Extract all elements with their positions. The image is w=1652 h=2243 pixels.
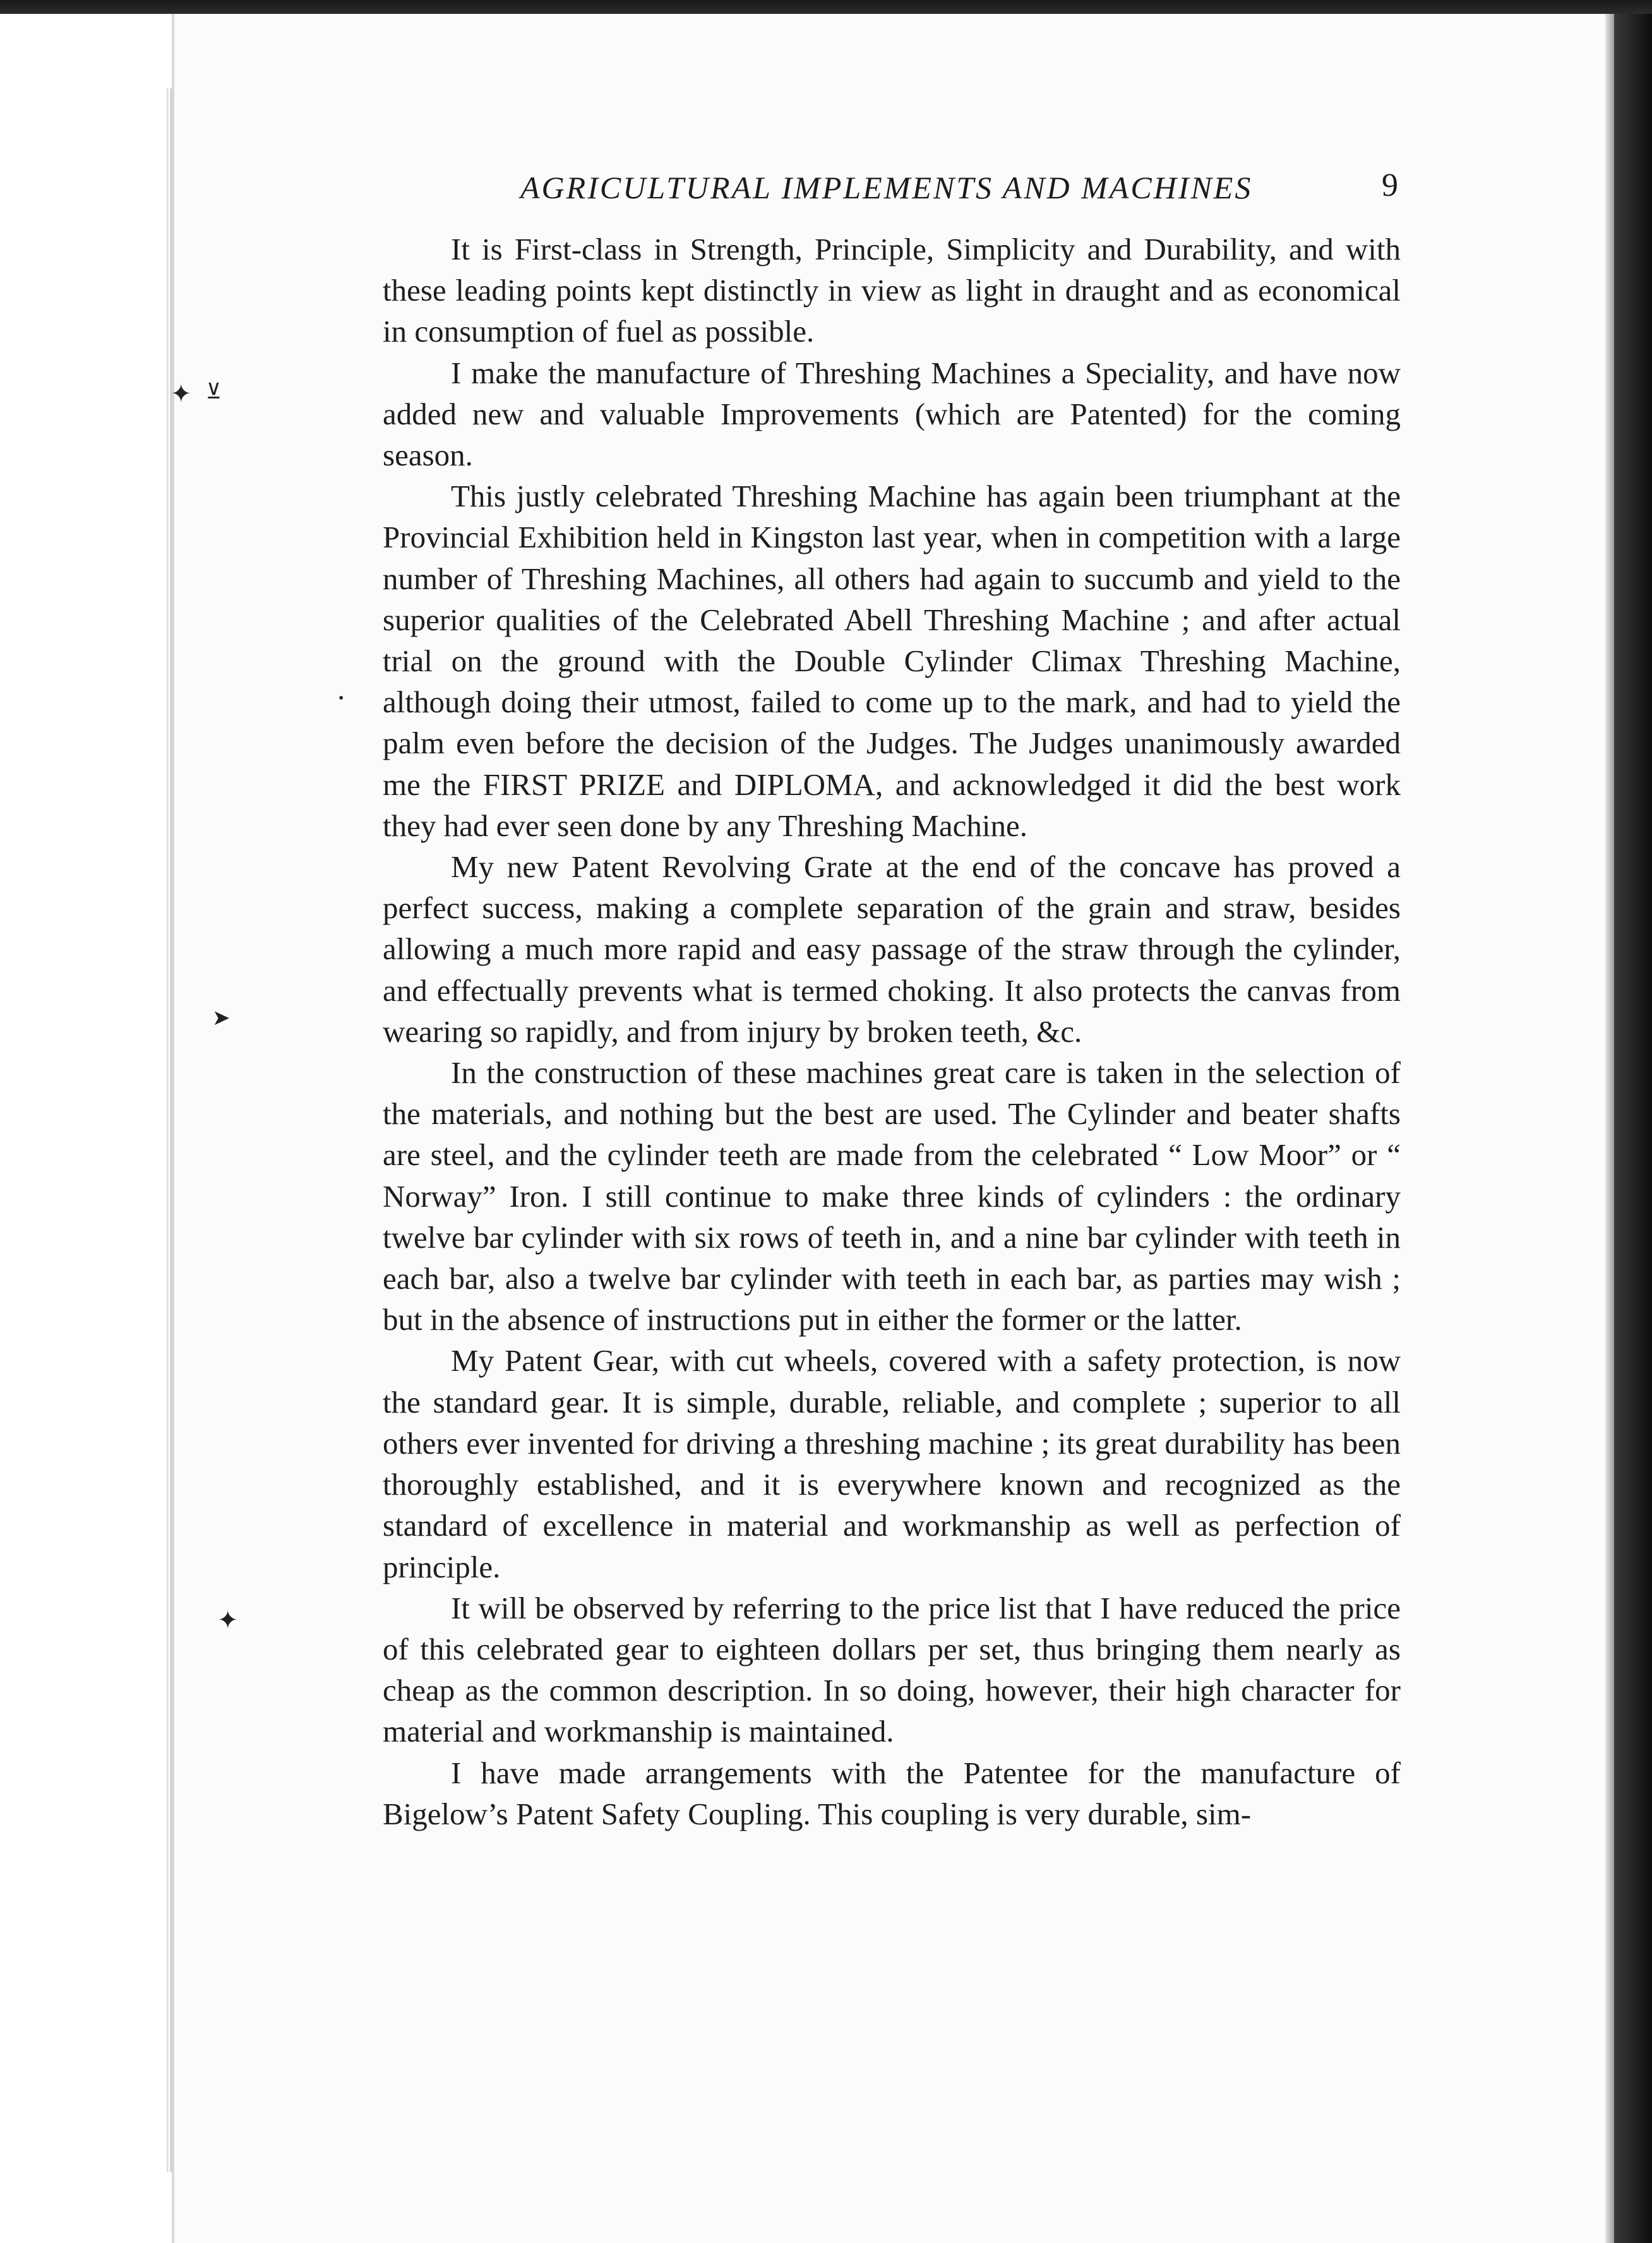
- body-text: [383, 229, 1401, 1834]
- page-number: 9: [1382, 167, 1398, 203]
- speck-1: •: [338, 690, 344, 707]
- paragraph-4: My new Patent Revolving Grate at the end of the concave has proved a perfect success, making a complete separation of the grain and straw, besides allowing a much more rapid and easy passage of the straw through the cylinder, and effectually prevents what is termed choking. It also protects the canvas from wearing so rapidly, and from injury by broken teeth, &c.: [383, 849, 1401, 1049]
- paragraph-8: I have made arrangements with the Patentee for the manufacture of Bigelow’s Patent Safety Coupling. This coupling is very durable, sim-: [383, 1755, 1401, 1831]
- paragraph-1: It is First-class in Strength, Principle, Simplicity and Durability, and with these leading points kept distinctly in view as light in draught and as economical in consumption of fuel as possible.: [383, 232, 1401, 349]
- running-head: AGRICULTURAL IMPLEMENTS AND MACHINES: [520, 170, 1253, 205]
- paragraph-3: This justly celebrated Threshing Machine has again been triumphant at the Provincial Exhibition held in Kingston last year, when in competition with a large number of Threshing Machines, all others had again to succumb and yield to the superior qualities of the Celebrated Abell Threshing Machine ; and after actual trial on the ground with the Double Cylinder Climax Threshing Machine, although doing their utmost, failed to come up to the mark, and had to yield the palm even before the decision of the Judges. The Judges unanimously awarded me the FIRST PRIZE and DIPLOMA, and acknowledged it did the best work they had ever seen done by any Threshing Machine.: [383, 479, 1401, 843]
- paragraph-7: It will be observed by referring to the price list that I have reduced the price of this celebrated gear to eighteen dollars per set, thus bringing them nearly as cheap as the common description. In so doing, however, their high character for material and workmanship is maintained.: [383, 1590, 1401, 1749]
- right-scan-edge: [1614, 0, 1652, 2243]
- binding-mark-3: ➤: [212, 1007, 230, 1030]
- paragraph-5: In the construction of these machines great care is taken in the selection of the materials, and nothing but the best are used. The Cylinder and beater shafts are steel, and the cylinder teeth are made from the celebrated “ Low Moor” or “ Norway” Iron. I still continue to make three kinds of cylinders : the ordinary twelve bar cylinder with six rows of teeth in, and a nine bar cylinder with teeth in each bar, also a twelve bar cylinder with teeth in each bar, as parties may wish ; but in the absence of instructions put in either the former or the latter.: [383, 1055, 1401, 1337]
- binding-mark-1: ✦: [171, 380, 192, 408]
- paragraph-6: My Patent Gear, with cut wheels, covered with a safety protection, is now the standard gear. It is simple, durable, reliable, and complete ; superior to all others ever invented for driving a threshing machine ; its great durability has been thoroughly established, and it is everywhere known and recognized as the standard of excellence in material and workmanship as well as perfection of principle.: [383, 1343, 1401, 1584]
- page-edge-shadow: [1605, 0, 1614, 2243]
- left-gutter: [0, 0, 174, 2243]
- binding-mark-4: ✦: [217, 1606, 239, 1634]
- binding-mark-2: ⊻: [206, 380, 222, 404]
- paragraph-2: I make the manufacture of Threshing Machines a Speciality, and have now added new and valuable Improvements (which are Patented) for the coming season.: [383, 355, 1401, 473]
- top-scan-edge: [0, 0, 1652, 14]
